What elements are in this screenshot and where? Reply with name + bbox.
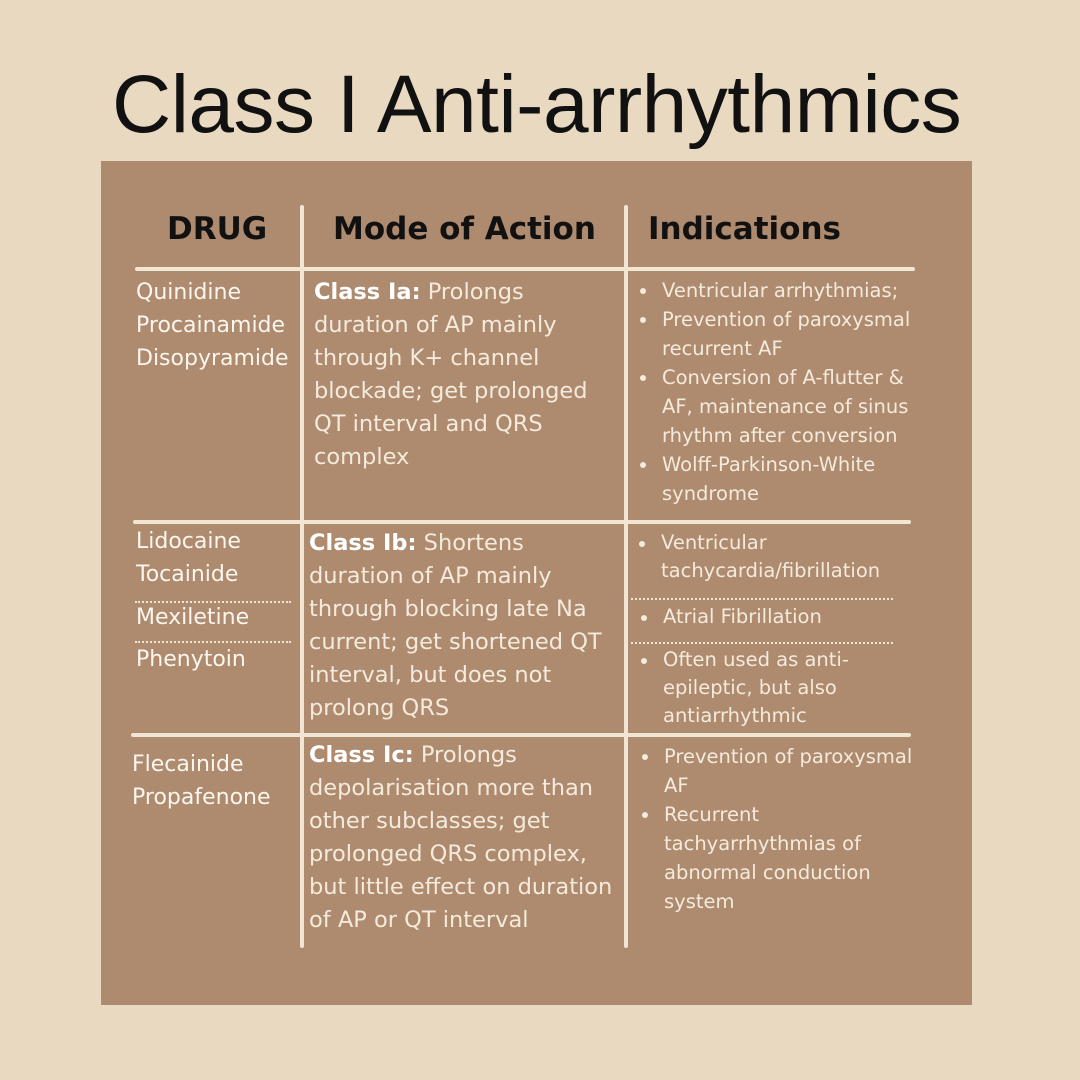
row-divider-2 — [131, 733, 911, 737]
drug-name: Tocainide — [136, 562, 239, 587]
drug-cell-class-ia — [136, 276, 289, 375]
indication-item: Often used as anti-epileptic, but also antiarrhythmic — [637, 646, 877, 730]
indications-list-class-ib-1 — [635, 529, 895, 585]
drug-name: Disopyramide — [136, 346, 289, 371]
class-label: Class Ic: — [309, 742, 414, 768]
drug-cell-class-ic — [132, 748, 271, 814]
page-title: Class I Anti-arrhythmics — [112, 59, 962, 150]
indication-item: Recurrent tachyarrhythmias of abnormal conduction system — [638, 800, 918, 916]
drug-name: Propafenone — [132, 785, 271, 810]
moa-cell-class-ic — [309, 739, 624, 937]
header-drug: DRUG — [167, 211, 268, 247]
moa-text: Prolongs duration of AP mainly through K+ channel blockade; get prolonged QT interval and QRS complex — [314, 279, 588, 470]
indications-list-class-ia — [636, 276, 916, 508]
drug-name: Quinidine — [136, 280, 241, 305]
drug-name: Procainamide — [136, 313, 286, 338]
indication-item: Conversion of A-flutter & AF, maintenance of sinus rhythm after conversion — [636, 363, 916, 450]
drug-name: Mexiletine — [136, 605, 250, 630]
moa-cell-class-ib — [309, 527, 619, 725]
drug-name: Phenytoin — [136, 647, 246, 672]
row-divider-1 — [133, 520, 911, 524]
drug-name: Flecainide — [132, 752, 244, 777]
header-indications: Indications — [648, 211, 841, 247]
class-label: Class Ib: — [309, 530, 417, 556]
drug-name: Lidocaine — [136, 529, 241, 554]
indications-list-class-ib-3 — [637, 646, 877, 730]
moa-text: Shortens duration of AP mainly through blocking late Na current; get shortened QT interval, but does not prolong QRS — [309, 530, 602, 721]
indication-item: Prevention of paroxysmal AF — [638, 742, 918, 800]
indications-list-class-ic — [638, 742, 918, 916]
moa-cell-class-ia — [314, 276, 619, 474]
indication-dotted-divider-1 — [631, 598, 893, 600]
moa-text: Prolongs depolarisation more than other subclasses; get prolonged QRS complex, but little effect on duration of AP or QT interval — [309, 742, 613, 933]
indication-dotted-divider-2 — [631, 642, 893, 644]
indication-item: Ventricular arrhythmias; — [636, 276, 916, 305]
indication-item: Prevention of paroxysmal recurrent AF — [636, 305, 916, 363]
indications-list-class-ib-2 — [637, 603, 897, 631]
indication-item: Wolff-Parkinson-White syndrome — [636, 450, 916, 508]
header-mode-of-action: Mode of Action — [333, 211, 596, 247]
header-divider — [135, 267, 915, 271]
class-label: Class Ia: — [314, 279, 421, 305]
indication-item: Ventricular tachycardia/fibrillation — [635, 529, 895, 585]
indication-item: Atrial Fibrillation — [637, 603, 897, 631]
column-divider-1 — [300, 205, 304, 948]
drug-table-panel — [101, 161, 972, 1005]
column-divider-2 — [624, 205, 628, 948]
